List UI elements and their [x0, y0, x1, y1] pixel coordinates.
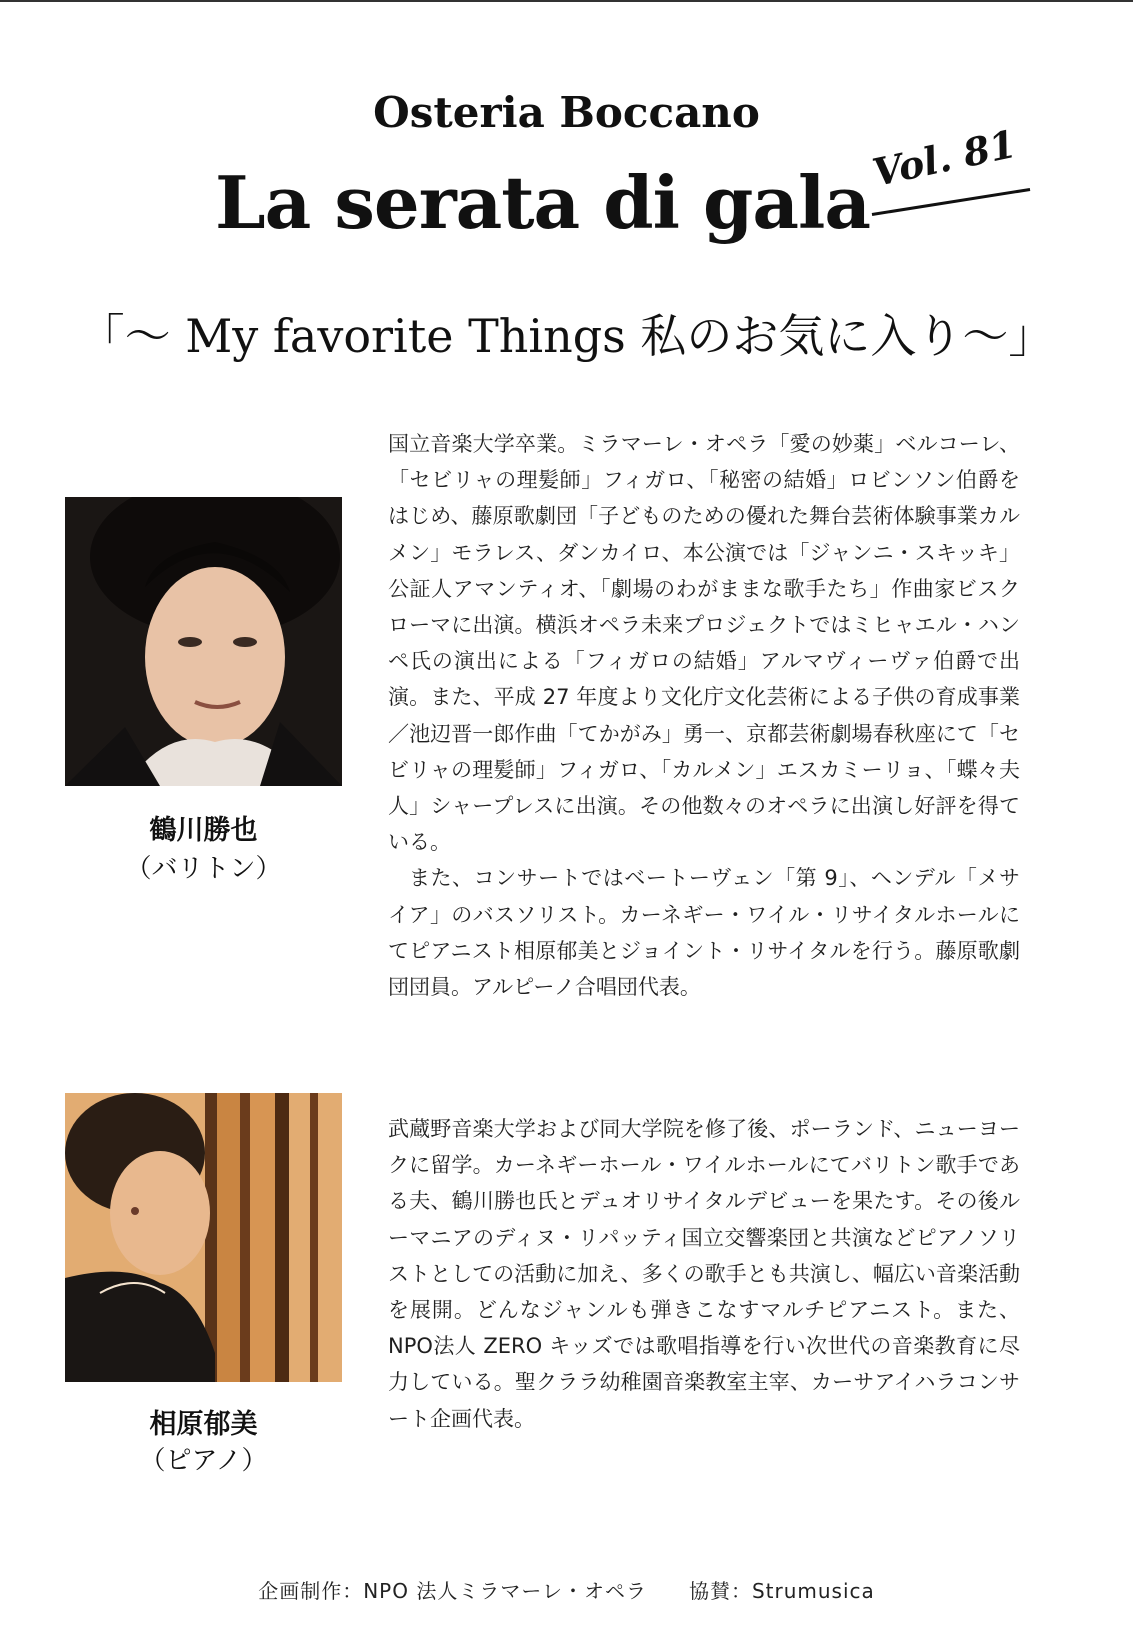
venue-name: Osteria Boccano [373, 88, 760, 137]
performer-photo-piano [65, 1093, 342, 1382]
bio-paragraph: また、コンサートではベートーヴェン「第 9」、ヘンデル「メサイア」のバスソリスト。カーネギー・ワイル・リサイタルホールにてピアニスト相原郁美とジョイント・リサイタルを行う。藤原歌劇団団員。アルピーノ合唱団代表。 [388, 866, 1020, 1000]
performer-role-piano: （ピアノ） [139, 1446, 268, 1476]
event-subtitle: 「～ My favorite Things 私のお気に入り～」 [78, 309, 1055, 363]
footer-credits: 企画制作：NPO 法人ミラマーレ・オペラ 協賛：Strumusica [258, 1579, 875, 1603]
performer-name-baritone: 鶴川勝也 [149, 815, 258, 846]
event-title: La serata di gala [215, 160, 871, 245]
performer-bio-baritone [388, 426, 1020, 1005]
volume-underline [872, 188, 1030, 216]
performer-name-piano: 相原郁美 [149, 1409, 258, 1440]
performer-photo-baritone [65, 497, 342, 786]
top-border [0, 0, 1133, 2]
bio-paragraph: 武蔵野音楽大学および同大学院を修了後、ポーランド、ニューヨークに留学。カーネギーホール・ワイルホールにてバリトン歌手である夫、鶴川勝也氏とデュオリサイタルデビューを果たす。その後ルーマニアのディヌ・リパッティ国立交響楽団と共演などピアノソリストとしての活動に加え、多くの歌手とも共演し、幅広い音楽活動を展開。どんなジャンルも弾きこなすマルチピアニスト。また、NPO法人 ZERO キッズでは歌唱指導を行い次世代の音楽教育に尽力している。聖クララ幼稚園音楽教室主宰、カーサアイハラコンサート企画代表。 [388, 1117, 1020, 1431]
volume-label: Vol. 81 [868, 120, 1020, 195]
performer-role-baritone: （バリトン） [125, 854, 282, 884]
performer-bio-piano [388, 1111, 1020, 1437]
bio-paragraph: 国立音楽大学卒業。ミラマーレ・オペラ「愛の妙薬」ベルコーレ、「セビリャの理髪師」フィガロ、「秘密の結婚」ロビンソン伯爵をはじめ、藤原歌劇団「子どものための優れた舞台芸術体験事業カルメン」モラレス、ダンカイロ、本公演では「ジャンニ・スキッキ」公証人アマンティオ、「劇場のわがままな歌手たち」作曲家ビスクローマに出演。横浜オペラ未来プロジェクトではミヒャエル・ハンペ氏の演出による「フィガロの結婚」アルマヴィーヴァ伯爵で出演。また、平成 27 年度より文化庁文化芸術による子供の育成事業／池辺晋一郎作曲「てかがみ」勇一、京都芸術劇場春秋座にて「セビリャの理髪師」フィガロ、「カルメン」エスカミーリョ、「蝶々夫人」シャープレスに出演。その他数々のオペラに出演し好評を得ている。 [388, 432, 1020, 855]
